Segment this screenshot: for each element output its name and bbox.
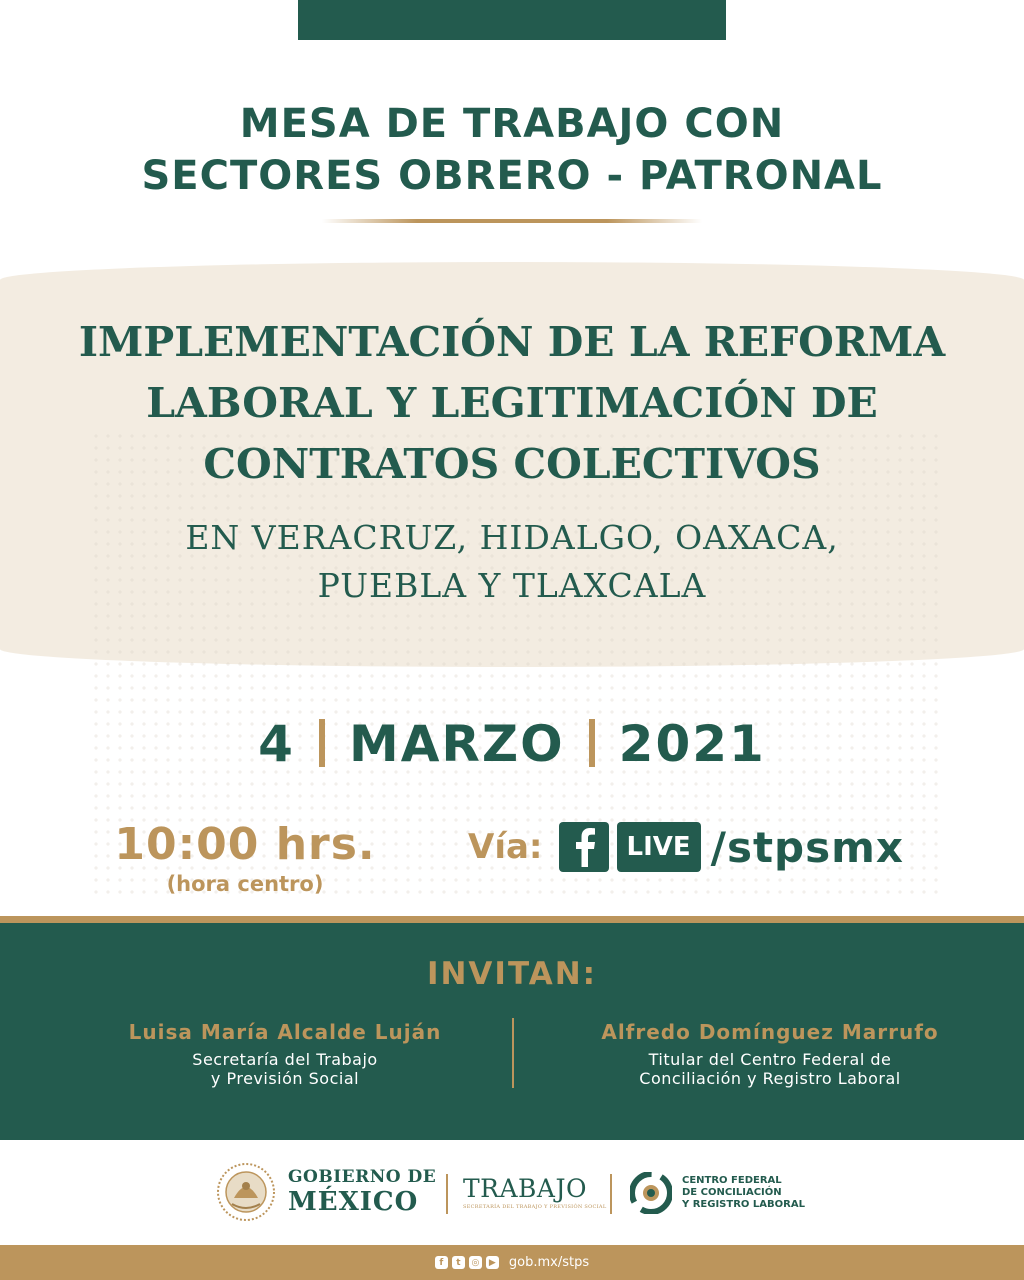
facebook-icon[interactable] — [559, 822, 609, 872]
gob-text — [288, 1167, 436, 1217]
states-text — [0, 514, 1024, 610]
date-separator — [319, 719, 325, 767]
invitee-2-role-line-2: Conciliación y Registro Laboral — [639, 1069, 901, 1088]
topic-line-3: CONTRATOS COLECTIVOS — [203, 440, 821, 488]
trabajo-subtext: SECRETARÍA DEL TRABAJO Y PREVISIÓN SOCIAL — [463, 1204, 607, 1210]
social-handle[interactable]: /stpsmx — [710, 822, 904, 872]
cfcrl-line-1: CENTRO FEDERAL — [682, 1175, 782, 1186]
invitee-1-role-line-2: y Previsión Social — [210, 1069, 360, 1088]
footer-separator — [610, 1174, 612, 1214]
footer-separator — [446, 1174, 448, 1214]
cfcrl-line-3: Y REGISTRO LABORAL — [682, 1199, 805, 1210]
gobierno-de-mexico-logo — [216, 1162, 436, 1222]
website-link[interactable]: gob.mx/stps — [508, 1255, 590, 1270]
invitee-2-name: Alfredo Domínguez Marrufo — [601, 1020, 939, 1044]
invitee-1-role-line-1: Secretaría del Trabajo — [192, 1050, 378, 1069]
cfcrl-logo — [630, 1172, 805, 1214]
instagram-icon[interactable]: ◎ — [469, 1256, 482, 1269]
title-line-1: MESA DE TRABAJO CON — [239, 101, 785, 147]
topic-line-1: IMPLEMENTACIÓN DE LA REFORMA — [78, 318, 946, 366]
event-date — [0, 712, 1024, 776]
invitee-separator — [512, 1018, 514, 1088]
title-divider — [322, 219, 702, 223]
invite-heading: INVITAN: — [426, 956, 598, 992]
page-title — [0, 98, 1024, 202]
youtube-icon[interactable]: ▶ — [486, 1256, 499, 1269]
invitee-2-role-line-1: Titular del Centro Federal de — [648, 1050, 892, 1069]
date-year: 2021 — [618, 715, 766, 773]
date-separator — [589, 719, 595, 767]
states-line-1: EN VERACRUZ, HIDALGO, OAXACA, — [185, 518, 839, 557]
date-month: MARZO — [348, 715, 565, 773]
live-badge[interactable]: LIVE — [617, 822, 701, 872]
invitee-1-name: Luisa María Alcalde Luján — [128, 1020, 442, 1044]
topic-title — [0, 312, 1024, 495]
time-value: 10:00 hrs. — [114, 819, 376, 870]
trabajo-logo — [463, 1174, 606, 1210]
title-line-2: SECTORES OBRERO - PATRONAL — [141, 153, 883, 199]
gob-line-2: MÉXICO — [288, 1187, 419, 1217]
via-label: Vía: — [468, 827, 543, 867]
cfcrl-icon — [630, 1172, 672, 1214]
event-time — [110, 818, 380, 896]
gob-line-1: GOBIERNO DE — [288, 1167, 437, 1187]
trabajo-text: TRABAJO — [463, 1174, 587, 1203]
invitee-2-role — [560, 1050, 980, 1088]
invitee-1 — [100, 1018, 470, 1088]
topic-line-2: LABORAL Y LEGITIMACIÓN DE — [146, 379, 878, 427]
gold-divider — [0, 916, 1024, 923]
cfcrl-text — [682, 1175, 805, 1211]
invitee-2 — [560, 1018, 980, 1088]
time-note: (hora centro) — [166, 872, 324, 896]
top-accent-bar — [298, 0, 726, 40]
states-line-2: PUEBLA Y TLAXCALA — [317, 566, 707, 605]
coat-of-arms-icon — [216, 1162, 276, 1222]
cfcrl-line-2: DE CONCILIACIÓN — [682, 1187, 782, 1198]
invitee-1-role — [100, 1050, 470, 1088]
twitter-icon[interactable]: t — [452, 1256, 465, 1269]
date-day: 4 — [258, 715, 295, 773]
stream-info — [468, 820, 904, 874]
bottom-bar — [0, 1245, 1024, 1280]
facebook-icon[interactable]: f — [435, 1256, 448, 1269]
